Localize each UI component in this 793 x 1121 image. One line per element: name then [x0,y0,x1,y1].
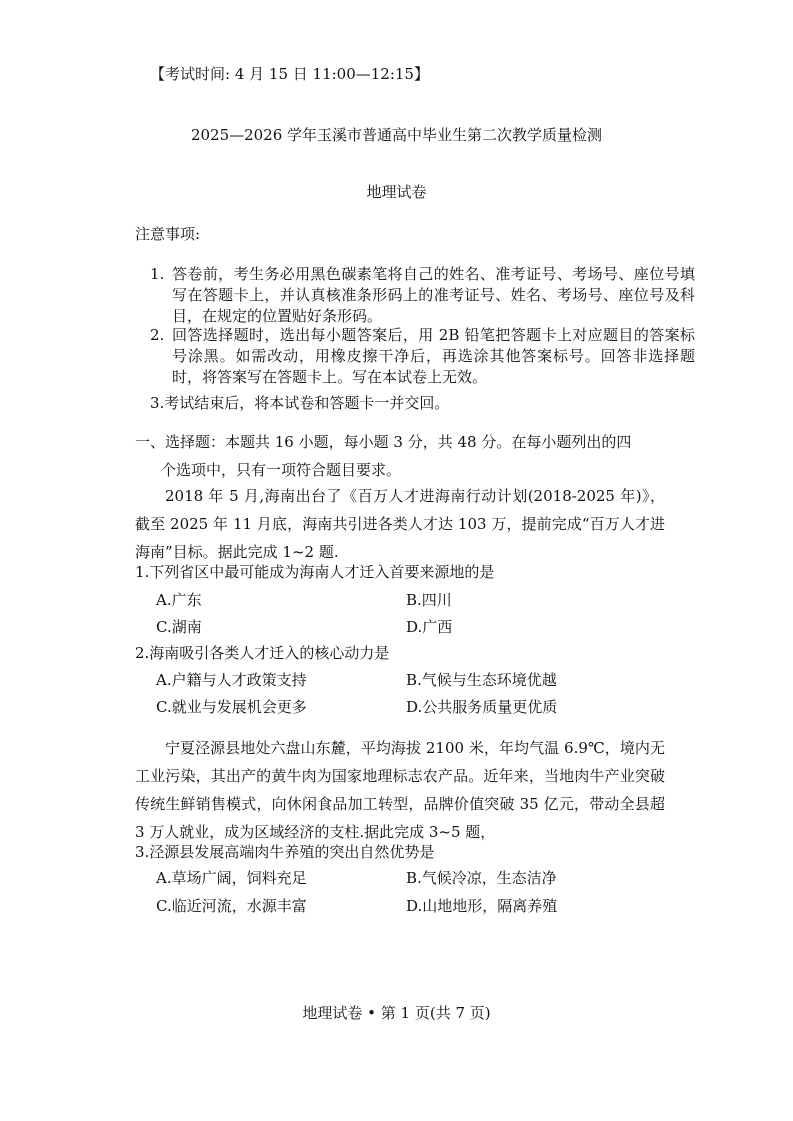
question-option: A.草场广阔，饲料充足 [156,869,307,887]
question-stem: 2.海南吸引各类人才迁入的核心动力是 [135,644,390,662]
exam-title: 2025—2026 学年玉溪市普通高中毕业生第二次教学质量检测 [190,126,603,144]
notice-text: 回答选择题时，选出每小题答案后，用 2B 铅笔把答题卡上对应题目的答案标号涂黑。如需改动，用橡皮擦干净后，再选涂其他答案标号。回答非选择题时，将答案写在答题卡上。写在本试卷上无效。 [172,326,695,386]
notice-heading: 注意事项: [135,225,201,243]
section-heading: 一、选择题：本题共 16 小题，每小题 3 分，共 48 分。在每小题列出的四 [135,433,632,451]
question-option: D.山地地形，隔离养殖 [406,897,558,915]
question-option: D.公共服务质量更优质 [406,698,558,716]
notice-item [150,325,695,388]
question-option: C.临近河流，水源丰富 [156,897,307,915]
notice-item [150,393,695,414]
question-stem: 3.泾源县发展高端肉牛养殖的突出自然优势是 [135,843,435,861]
notice-text: 3.考试结束后，将本试卷和答题卡一并交回。 [150,394,450,412]
notice-number: 2. [150,326,165,344]
question-option: A.广东 [156,591,202,609]
question-option: B.气候与生态环境优越 [406,671,557,689]
passage: 宁夏泾源县地处六盘山东麓，平均海拔 2100 米，年均气温 6.9℃，境内无工业污染，其出产的黄牛肉为国家地理标志农产品。近年来，当地肉牛产业突破传统生鲜销售模式，向休闲食品加工转型，品牌价值突破 35 亿元，带动全县超 3 万人就业，成为区域经济的支柱.据此完成 3~5 题， [135,739,665,841]
question-option: D.广西 [406,618,453,636]
question-option: C.湖南 [156,618,202,636]
question-option: B.气候冷凉，生态洁净 [406,869,557,887]
question-option: A.户籍与人才政策支持 [156,671,307,689]
question-stem: 1.下列省区中最可能成为海南人才迁入首要来源地的是 [135,563,495,581]
notice-item [150,264,695,327]
question-option: B.四川 [406,591,452,609]
passage: 2018 年 5 月,海南出台了《百万人才进海南行动计划(2018-2025 年)》，截至 2025 年 11 月底，海南共引进各类人才达 103 万，提前完成“百万人才进海南”目标。据此完成 1~2 题. [135,487,665,561]
section-heading-continued: 个选项中，只有一项符合题目要求。 [161,461,402,479]
exam-time: 【考试时间: 4 月 15 日 11:00—12:15】 [150,65,429,83]
subject-title: 地理试卷 [366,183,427,201]
page-footer: 地理试卷 • 第 1 页(共 7 页) [302,1004,491,1022]
question-option: C.就业与发展机会更多 [156,698,307,716]
notice-number: 1. [150,265,165,283]
notice-text: 答卷前，考生务必用黑色碳素笔将自己的姓名、准考证号、考场号、座位号填写在答题卡上，并认真核准条形码上的准考证号、姓名、考场号、座位号及科目，在规定的位置贴好条形码。 [172,265,695,325]
